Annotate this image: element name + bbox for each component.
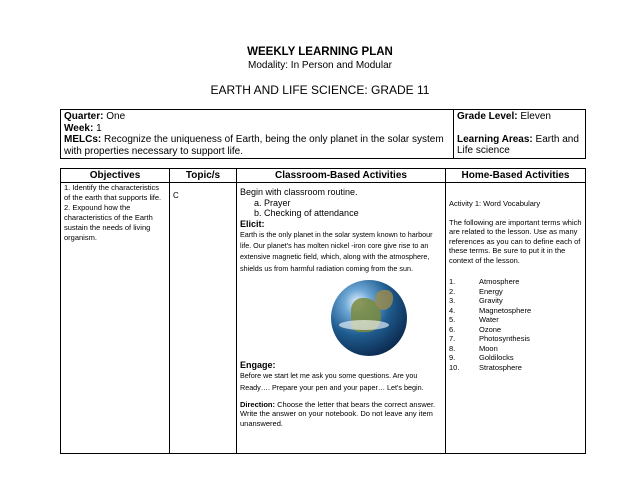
engage-label: Engage:	[240, 359, 276, 370]
earth-image	[331, 280, 407, 356]
activities-table	[60, 168, 586, 454]
topic-text: C	[173, 191, 179, 200]
objective-item: 1. Identify the characteristics of the earth that supports life.	[64, 183, 162, 202]
header-topics: Topic/s	[170, 169, 237, 183]
direction-text: Choose the letter that bears the correct answer. Write the answer on your notebook. Do not leave any item unanswered.	[240, 399, 436, 428]
home-cell	[446, 183, 586, 454]
activity-instructions: The following are important terms which are related to the lesson. Use as many references as you can to define each of these terms. Be sure to put it in the context of the lesson.	[449, 217, 582, 265]
engage-text: Before we start let me ask you some questions. Are you Ready…. Prepare your pen and your paper… Let's begin.	[240, 371, 424, 392]
grade-value: Eleven	[520, 111, 551, 122]
melcs-text: Recognize the uniqueness of Earth, being the only planet in the solar system with properties necessary to support life.	[64, 134, 444, 157]
header-home: Home-Based Activities	[446, 169, 586, 183]
melcs-label: MELCs:	[64, 134, 102, 145]
quarter-label: Quarter:	[64, 111, 104, 122]
topic-cell	[170, 183, 237, 454]
objectives-cell	[61, 183, 170, 454]
week-label: Week:	[64, 122, 94, 134]
list-item: 10. Stratosphere	[449, 362, 522, 372]
list-item: 4. Magnetosphere	[449, 305, 532, 315]
terms-list	[449, 277, 582, 372]
list-item: 8. Moon	[449, 343, 498, 353]
areas-label: Learning Areas:	[457, 133, 533, 145]
routine-item: b. Checking of attendance	[254, 208, 359, 218]
list-item: 9. Goldilocks	[449, 353, 514, 362]
plan-title: WEEKLY LEARNING PLAN	[247, 46, 393, 58]
subject-heading: EARTH AND LIFE SCIENCE: GRADE 11	[210, 83, 430, 97]
header-objectives: Objectives	[61, 169, 170, 183]
routine-item: a. Prayer	[254, 197, 291, 208]
list-item: 6. Ozone	[449, 324, 502, 334]
routine-text: Begin with classroom routine.	[240, 187, 358, 197]
list-item: 3. Gravity	[449, 296, 503, 305]
list-item: 2. Energy	[449, 286, 503, 296]
quarter-value: One	[106, 111, 126, 122]
modality-line: Modality: In Person and Modular	[248, 60, 392, 71]
week-value: 1	[96, 122, 102, 134]
direction-label: Direction:	[240, 399, 276, 409]
objective-item: 2. Expound how the characteristics of the Earth sustain the needs of living organism.	[64, 203, 153, 242]
info-table	[60, 109, 586, 159]
course-info-cell	[61, 110, 454, 159]
areas-value: Earth and Life science	[457, 133, 579, 156]
list-item: 1. Atmosphere	[449, 277, 520, 286]
grade-label: Grade Level:	[457, 111, 518, 122]
classroom-cell	[237, 183, 446, 454]
list-item: 7. Photosynthesis	[449, 334, 530, 343]
activity-title: Activity 1: Word Vocabulary	[449, 199, 541, 208]
list-item: 5. Water	[449, 315, 499, 324]
grade-info-cell	[454, 110, 586, 159]
elicit-text: Earth is the only planet in the solar system known to harbour life. Our planet's has molten nickel -iron core give rise to an extensive magnetic field, which, along with the atmosphere, shields us from harmful radiation coming from the sun.	[240, 230, 433, 273]
elicit-label: Elicit:	[240, 218, 265, 229]
header-classroom: Classroom-Based Activities	[237, 169, 446, 183]
